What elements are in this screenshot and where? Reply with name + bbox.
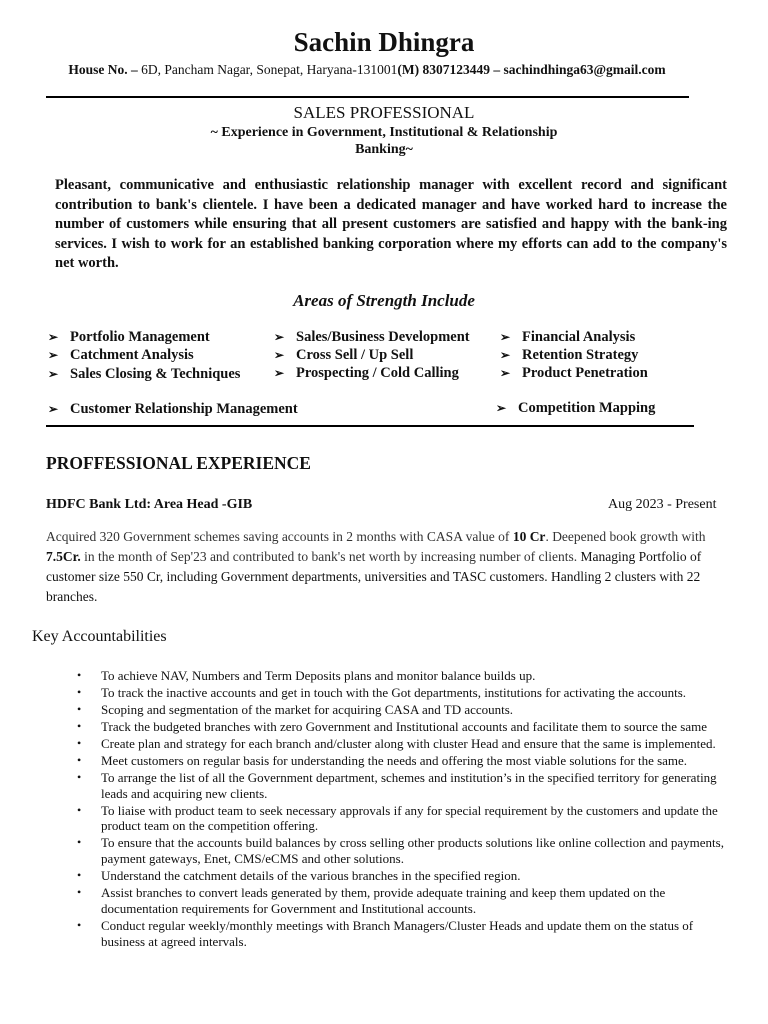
strength-label: Product Penetration xyxy=(522,365,648,381)
list-item xyxy=(70,868,730,884)
strength-label: Cross Sell / Up Sell xyxy=(296,347,414,363)
profile-summary: Pleasant, communicative and enthusiastic relationship manager with excellent record and significant contribution to bank's clientele. I have been a dedicated manager and have worked hard to increase the number of customers while ensuring that all present customers are satisfied and happy with the bank-ing services. I wish to work for an established banking corporation where my efforts can add to the company's net worth. xyxy=(55,177,727,272)
bullet-dot-icon: • xyxy=(77,668,82,682)
desc-text: Managing Portfolio of customer size 550 Cr, including Government departments, universities and TASC customers. Handling 2 clusters with 22 branches. xyxy=(46,549,702,604)
bullet-dot-icon: • xyxy=(77,802,82,817)
strength-item xyxy=(500,347,638,364)
strength-label: Competition Mapping xyxy=(518,400,656,416)
accountabilities-list xyxy=(70,668,730,951)
strength-label: Customer Relationship Management xyxy=(70,401,298,417)
contact-line xyxy=(0,62,734,78)
arrow-bullet-icon: ➢ xyxy=(274,348,285,362)
list-item-text: Create plan and strategy for each branch and/cluster along with cluster Head and ensure that the same is implemented. xyxy=(101,735,716,751)
list-item-text: Track the budgeted branches with zero Government and Institutional accounts and facilitate them to source the same xyxy=(101,718,707,734)
desc-text: Acquired 320 Government schemes saving accounts in 2 months with CASA value of xyxy=(46,529,513,544)
bullet-dot-icon: • xyxy=(77,701,82,716)
desc-highlight: 10 Cr xyxy=(512,529,546,544)
subtitle-line-1: ~ Experience in Government, Institutional & Relationship xyxy=(210,125,558,140)
bullet-dot-icon: • xyxy=(77,868,82,883)
arrow-bullet-icon: ➢ xyxy=(48,330,59,344)
list-item-text: To track the inactive accounts and get in touch with the Got departments, institutions for activating the accounts. xyxy=(101,684,687,700)
strength-label: Portfolio Management xyxy=(70,329,210,345)
job-dates: Aug 2023 - Present xyxy=(608,497,717,512)
role-title: SALES PROFESSIONAL xyxy=(293,103,475,122)
bullet-dot-icon: • xyxy=(77,684,82,699)
bullet-dot-icon: • xyxy=(77,735,82,750)
list-item xyxy=(70,668,730,684)
strength-item xyxy=(500,365,648,382)
list-item xyxy=(70,918,730,950)
strength-item xyxy=(48,366,240,383)
strength-label: Sales Closing & Techniques xyxy=(70,366,241,382)
list-item xyxy=(70,835,730,867)
bullet-dot-icon: • xyxy=(77,885,82,900)
strength-item xyxy=(274,365,459,382)
strength-label: Financial Analysis xyxy=(522,329,636,345)
role-subtitle xyxy=(0,124,768,158)
strengths-heading: Areas of Strength Include xyxy=(293,291,475,310)
bullet-dot-icon: • xyxy=(77,835,82,850)
arrow-bullet-icon: ➢ xyxy=(274,330,285,344)
arrow-bullet-icon: ➢ xyxy=(48,402,59,416)
list-item-text: To arrange the list of all the Government department, schemes and institution’s in the specified territory for generating leads and acquiring new clients. xyxy=(101,769,717,801)
list-item xyxy=(70,753,730,769)
arrow-bullet-icon: ➢ xyxy=(500,348,511,362)
experience-heading: PROFFESSIONAL EXPERIENCE xyxy=(46,453,311,473)
list-item xyxy=(70,803,730,835)
strength-label: Catchment Analysis xyxy=(70,347,194,363)
contact-house-label: House No. – xyxy=(68,62,138,77)
list-item-text: Scoping and segmentation of the market for acquiring CASA and TD accounts. xyxy=(101,701,514,717)
subtitle-line-2: Banking~ xyxy=(355,142,413,157)
desc-text: . Deepened book growth with xyxy=(545,529,706,544)
bullet-dot-icon: • xyxy=(77,752,82,767)
list-item-text: Understand the catchment details of the various branches in the specified region. xyxy=(101,868,521,884)
desc-text: in the month of Sep'23 and contributed to bank's net worth by increasing number of clients. xyxy=(80,549,581,564)
arrow-bullet-icon: ➢ xyxy=(500,330,511,344)
key-accountabilities-heading: Key Accountabilities xyxy=(32,628,167,645)
bullet-dot-icon: • xyxy=(77,918,82,933)
list-item xyxy=(70,770,730,802)
header-divider xyxy=(46,96,689,98)
list-item-text: To liaise with product team to seek necessary approvals if any for special requirement by the customers and update the product team on the competition offering. xyxy=(101,802,718,834)
strengths-divider xyxy=(46,425,694,427)
contact-address: 6D, Pancham Nagar, Sonepat, Haryana-131001 xyxy=(137,62,398,77)
list-item-text: To ensure that the accounts build balances by cross selling other products solutions like online collection and payments, payment gateways, Enet, CMS/eCMS and other solutions. xyxy=(101,835,724,867)
list-item xyxy=(70,685,730,701)
strength-item xyxy=(274,347,413,364)
arrow-bullet-icon: ➢ xyxy=(48,367,59,381)
strength-item xyxy=(274,329,470,346)
job-description xyxy=(46,527,724,607)
strength-label: Sales/Business Development xyxy=(296,329,470,345)
strength-item xyxy=(48,329,210,346)
list-item-text: Assist branches to convert leads generated by them, provide adequate training and keep them updated on the documentation requirements for Government and Institutional accounts. xyxy=(101,885,666,917)
desc-highlight: 7.5Cr. xyxy=(46,549,81,564)
bullet-dot-icon: • xyxy=(77,769,82,784)
list-item xyxy=(70,702,730,718)
arrow-bullet-icon: ➢ xyxy=(48,348,59,362)
strength-item xyxy=(500,329,635,346)
list-item xyxy=(70,885,730,917)
list-item-text: Meet customers on regular basis for understanding the needs and offering the most viable solutions for the same. xyxy=(101,752,688,768)
strength-item xyxy=(48,347,194,364)
strength-item xyxy=(496,400,655,417)
strength-label: Prospecting / Cold Calling xyxy=(296,365,459,381)
bullet-dot-icon: • xyxy=(77,718,82,733)
candidate-name: Sachin Dhingra xyxy=(293,27,475,57)
arrow-bullet-icon: ➢ xyxy=(274,366,285,380)
job-title: HDFC Bank Ltd: Area Head -GIB xyxy=(46,497,253,512)
arrow-bullet-icon: ➢ xyxy=(496,401,507,415)
contact-phone-email: (M) 8307123449 – sachindhinga63@gmail.com xyxy=(397,62,666,77)
strength-item xyxy=(48,401,298,418)
list-item xyxy=(70,736,730,752)
strength-label: Retention Strategy xyxy=(522,347,639,363)
list-item-text: To achieve NAV, Numbers and Term Deposits plans and monitor balance builds up. xyxy=(101,668,536,683)
list-item xyxy=(70,719,730,735)
list-item-text: Conduct regular weekly/monthly meetings with Branch Managers/Cluster Heads and update them on the status of business at agreed intervals. xyxy=(101,918,694,949)
arrow-bullet-icon: ➢ xyxy=(500,366,511,380)
